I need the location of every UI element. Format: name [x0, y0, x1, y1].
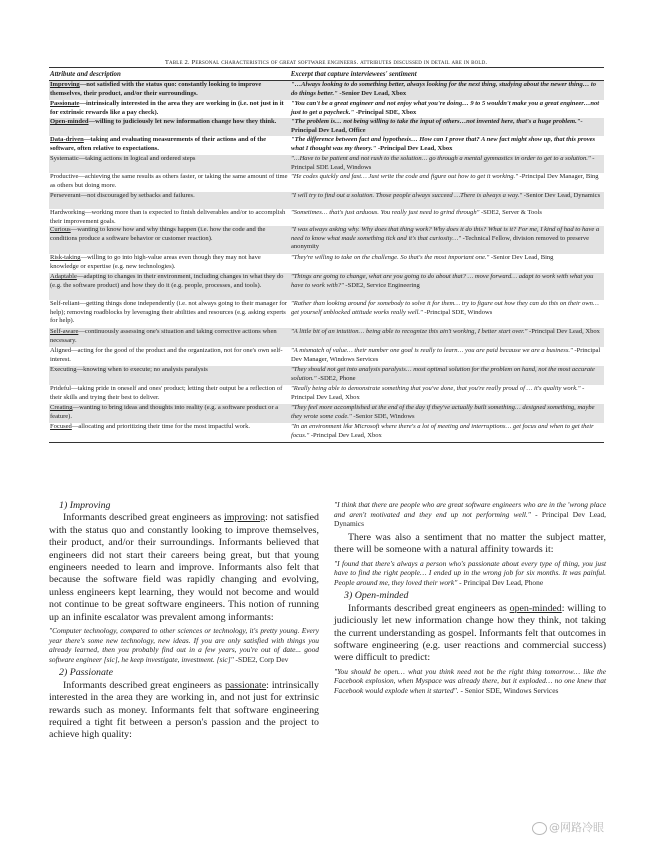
excerpt-cell: [289, 118, 604, 136]
term-passionate: passionate: [224, 679, 267, 691]
quote-open-minded: [334, 667, 606, 696]
excerpt-quote: "A mismatch of value… their number one goal is really to learn… you are paid because we are a business.": [291, 347, 573, 354]
attribute-description: —knowing when to execute; no analysis paralysis: [76, 366, 208, 373]
attribute-cell: [49, 173, 289, 192]
table-row: [49, 155, 604, 173]
excerpt-source: -Principal SDE, Xbox: [354, 108, 417, 116]
section-heading-open-minded: 3) Open-minded: [344, 590, 409, 602]
excerpt-cell: [289, 423, 604, 442]
attribute-description: —acting for the good of the product and the organization, not for one's own self-interest.: [50, 347, 283, 363]
watermark: [532, 819, 604, 835]
table-row: [49, 328, 604, 347]
excerpt-cell: [289, 226, 604, 254]
attribute-cell: [49, 385, 289, 404]
attribute-description: —willing to judiciously let new information change how they think.: [88, 118, 277, 125]
table-body: [49, 81, 604, 442]
attribute-description: —taking and evaluating measurements of their actions and of the software, often relative to expectations.: [50, 136, 266, 152]
attribute-description: —taking pride in oneself and ones' product; letting their output be a reflection of their skills and trying their best to deliver.: [50, 385, 283, 401]
attribute-cell: [49, 192, 289, 209]
section-heading-passionate: 2) Passionate: [59, 667, 114, 679]
attribute-name: Improving: [50, 81, 80, 88]
excerpt-source: -Technical Fellow, division removed to preserve anonymity: [291, 234, 590, 251]
attribute-cell: [49, 100, 289, 118]
term-improving: improving: [223, 512, 266, 524]
paragraph-improving: [49, 512, 319, 624]
excerpt-source: -Principal SDE, Windows: [422, 308, 493, 316]
excerpt-quote: "…Have to be patient and not rush to the solution… go through a mental gymnastics in order to get to a solution.": [291, 155, 591, 162]
table-row: [49, 300, 604, 328]
attribute-name: Focused: [50, 423, 72, 430]
excerpt-source: -Principal Dev Manager, Bing: [517, 173, 599, 180]
right-text-column: [334, 500, 606, 699]
attribute-description: —continuously assessing one's situation and taking corrective actions when necessary.: [50, 328, 277, 344]
attribute-name: Hardworking: [50, 209, 85, 216]
characteristics-table: [49, 67, 604, 443]
excerpt-source: -Senior Dev Lead, Bing: [489, 254, 554, 261]
attribute-name: Productive: [50, 173, 79, 180]
attribute-name: Open-minded: [50, 118, 89, 125]
attribute-cell: [49, 347, 289, 366]
table-row: [49, 100, 604, 118]
quote-affinity: [334, 559, 606, 588]
excerpt-quote: "They're willing to take on the challenge. So that's the most important one.": [291, 254, 490, 261]
excerpt-quote: "He codes quickly and fast… Just write the code and figure out how to get it working.": [291, 173, 518, 180]
attribute-name: Prideful: [50, 385, 72, 392]
excerpt-cell: [289, 81, 604, 100]
excerpt-quote: "I will try to find out a solution. Those people always succeed …There is always a way.": [291, 192, 523, 199]
excerpt-cell: [289, 366, 604, 385]
excerpt-cell: [289, 273, 604, 300]
attribute-cell: [49, 254, 289, 273]
quote-improving: [49, 626, 319, 664]
excerpt-source: -SDE2, Service Engineering: [343, 281, 420, 289]
attribute-description: —getting things done independently (i.e. not always going to their manager for help); removing roadblocks by leveraging their abilities and resources (e.g. asking experts for help).: [50, 300, 287, 325]
excerpt-quote: "The difference between fact and hypothesis… How can I prove that? A new fact might show up, that this proves what I thought was my theory.": [291, 136, 596, 152]
attribute-description: —wanting to bring ideas and thoughts into reality (e.g. a software product or a feature).: [50, 404, 279, 420]
weibo-logo-icon: [532, 822, 547, 835]
excerpt-cell: [289, 155, 604, 173]
attribute-name: Self-aware: [50, 328, 79, 335]
attribute-cell: [49, 423, 289, 442]
excerpt-source: -Principal Dev Lead, Xbox: [527, 328, 600, 335]
attribute-description: —adapting to changes in their environment, including changes in what they do (e.g. the software product) and how they do it (e.g. people, processes, and tools).: [50, 273, 284, 289]
excerpt-quote: "In an environment like Microsoft where there's a lot of meeting and interruptions… get focus and when to get their focus.": [291, 423, 594, 439]
attribute-description: —wanting to know how and why things happen (i.e. how the code and the conditions produce a software behavior or customer reaction).: [50, 226, 266, 242]
table-row: [49, 423, 604, 442]
quote-source: - Principal Dev Lead, Dynamics: [334, 509, 606, 529]
table-row: [49, 273, 604, 300]
excerpt-source: -Senior Dev Lead, Xbox: [337, 89, 407, 97]
excerpt-quote: "I was always asking why. Why does that thing work? Why does it do this? What is it? For me, I kind of had to have a need to know what made something tick and it's that curiosity…": [291, 226, 600, 242]
quote-text: "I think that there are people who are great software engineers who are in the 'wrong place and aren't motivated and they end up not performing well.": [334, 500, 606, 519]
excerpt-source: -SDE2, Server & Tools: [479, 209, 542, 216]
excerpt-cell: [289, 173, 604, 192]
excerpt-quote: "The problem is… not being willing to take the input of others…not invented here, that's a huge problem.": [291, 118, 581, 125]
quote-text: "You should be open… what you think need not be the right thing tomorrow… like the Facebook explosion, when Myspace was already there, but it exploded… no one knew that Facebook would explode when it started".: [334, 666, 606, 695]
excerpt-quote: "Things are going to change, what are you going to do about that? … move forward… adapt to work with what you have to work with?": [291, 273, 594, 289]
table-caption: Table 2. Personal characteristics of great software engineers. attributes discussed in detail are in bold.: [164, 59, 488, 66]
excerpt-source: -Senior SDE, Windows: [351, 412, 415, 420]
attribute-name: Aligned: [50, 347, 72, 354]
attribute-description: —intrinsically interested in the area they are working in (i.e. not just in it for extrinsic rewards like a pay check).: [50, 100, 284, 116]
table-row: [49, 136, 604, 155]
excerpt-quote: "A little bit of an intuition… being able to recognize this ain't working, I better start over.": [291, 328, 528, 335]
text-run: : not satisfied with the status quo and constantly looking to improve themselves, their product, and/or their surroundings. Informants believed that engineers did not start their careers being great, but that young engineers needed to learn and improve. Informants also felt that because the software field was rapidly changing and evolving, unless engineers kept learning, they would not become and would not continue to be great software engineers. This notion of running up an infinite escalator was prevalent among informants:: [49, 512, 319, 623]
table-row: [49, 254, 604, 273]
excerpt-quote: "…Always looking to do something better, always looking for the next thing, studying about the newer thing… to do things better.": [291, 81, 597, 97]
quote-passionate: [334, 500, 606, 529]
excerpt-quote: "Rather than looking around for somebody to solve it for them… try to figure out how they can do this on their own… get yourself unblocked attitude works really well.": [291, 300, 599, 316]
excerpt-cell: [289, 347, 604, 366]
attribute-name: Perseverant: [50, 192, 81, 199]
term-open-minded: open-minded: [509, 602, 562, 614]
attribute-cell: [49, 226, 289, 254]
table-row: [49, 404, 604, 423]
excerpt-source: -SDE2, Phone: [316, 374, 356, 382]
table-row: [49, 385, 604, 404]
attribute-cell: [49, 366, 289, 385]
excerpt-source: -Principal Dev Manager, Windows Services: [291, 347, 601, 363]
attribute-description: —achieving the same results as others faster, or taking the same amount of time as others but doing more.: [50, 173, 288, 189]
table-bottom-rule: [49, 442, 604, 443]
attribute-name: Self-reliant: [50, 300, 80, 307]
text-run: Informants described great engineers as: [348, 602, 510, 614]
attribute-description: —allocating and prioritizing their time for the most impactful work.: [71, 423, 251, 430]
excerpt-source: -Senior Dev Lead, Dynamics: [522, 192, 601, 199]
header-excerpt: Excerpt that capture interviewees' sentiment: [290, 70, 417, 78]
table-row: [49, 366, 604, 385]
table-row: [49, 173, 604, 192]
paragraph-passionate: [49, 680, 319, 742]
quote-source: - Senior SDE, Windows Services: [458, 686, 559, 695]
excerpt-quote: "Sometimes… that's just arduous. You really just need to grind through": [291, 209, 480, 216]
excerpt-source: -Principal Dev Lead, Xbox: [309, 431, 382, 439]
excerpt-cell: [289, 404, 604, 423]
excerpt-source: -Principal Dev Lead, Office: [291, 118, 583, 134]
excerpt-cell: [289, 209, 604, 226]
attribute-cell: [49, 209, 289, 226]
attribute-cell: [49, 273, 289, 300]
excerpt-source: -Principal Dev Lead, Xbox: [291, 385, 585, 401]
attribute-cell: [49, 81, 289, 100]
header-attribute: Attribute and description: [50, 70, 121, 78]
attribute-cell: [49, 300, 289, 328]
paragraph-open-minded: [334, 603, 606, 665]
text-run: Informants described great engineers as: [63, 512, 224, 524]
attribute-name: Adaptable: [50, 273, 77, 280]
excerpt-source: -Principal SDE Lead, Windows: [291, 155, 595, 171]
attribute-name: Curious: [50, 226, 71, 233]
attribute-description: —taking actions in logical and ordered steps: [78, 155, 196, 162]
excerpt-cell: [289, 100, 604, 118]
excerpt-quote: "You can't be a great engineer and not enjoy what you're doing… 9 to 5 wouldn't make you a great engineer…not just to get a paycheck.": [291, 100, 600, 116]
attribute-description: —working more than is expected to finish deliverables and/or to accomplish their improvement goals.: [50, 209, 286, 225]
attribute-name: Executing: [50, 366, 77, 373]
table-row: [49, 81, 604, 100]
attribute-description: —not discouraged by setbacks and failures.: [80, 192, 195, 199]
section-heading-improving: 1) Improving: [59, 500, 111, 511]
attribute-cell: [49, 404, 289, 423]
quote-text: "I found that there's always a person who's passionate about every type of thing, you just have to find the right people… I ended up in the wrong job for six months. It was painful. People around me, they loved their work": [334, 558, 606, 587]
excerpt-cell: [289, 300, 604, 328]
attribute-cell: [49, 118, 289, 136]
quote-source: - Principal Dev Lead, Phone: [457, 577, 544, 587]
attribute-description: —willing to go into high-value areas even though they may not have knowledge or expertise (e.g. new technologies).: [50, 254, 261, 270]
excerpt-source: -Principal Dev Lead, Xbox: [376, 144, 453, 152]
attribute-name: Risk-taking: [50, 254, 81, 261]
quote-source: -SDE2, Corp Dev: [233, 654, 289, 664]
excerpt-cell: [289, 192, 604, 209]
attribute-name: Data-driven: [50, 136, 84, 143]
attribute-cell: [49, 328, 289, 347]
text-run: Informants described great engineers as: [63, 679, 225, 691]
left-text-column: [49, 500, 319, 742]
table-row: [49, 226, 604, 254]
excerpt-quote: "Really being able to demonstrate something that you've done, that you're really proud of … it's quality work.": [291, 385, 581, 392]
quote-text: "Computer technology, compared to other sciences or technology, it's pretty young. Every year there's some new technology, new ideas. If you are only satisfied with things you already learned, then you probably find out in a few years, you're out of date... good software engineer [sic], he keep investigate, investment. [sic]": [49, 626, 319, 664]
watermark-text: @网路冷眼: [549, 821, 604, 834]
excerpt-quote: "They feel more accomplished at the end of the day if they've actually built something… designed something, maybe they wrote some code.": [291, 404, 595, 420]
table-row: [49, 209, 604, 226]
excerpt-cell: [289, 136, 604, 155]
text-run: : willing to judiciously let new information change how they think, not taking the current understanding as gospel. Informants felt that outcomes in software engineering (e.g. user reactions and commercial success) were difficult to predict:: [334, 602, 607, 664]
attribute-name: Creating: [50, 404, 73, 411]
table-row: [49, 118, 604, 136]
table-row: [49, 192, 604, 209]
attribute-cell: [49, 155, 289, 173]
attribute-cell: [49, 136, 289, 155]
excerpt-cell: [289, 385, 604, 404]
excerpt-quote: "They should not get into analysis paralysis… most optimal solution for the problem on hand, not the most accurate solution.": [291, 366, 595, 382]
text-run: : intrinsically interested in the area they are working in, and not just for extrinsic rewards such as money. Informants felt that software engineering required a tight fit between a person's passion and the project to achieve high quality:: [49, 679, 319, 741]
table-row: [49, 347, 604, 366]
excerpt-cell: [289, 328, 604, 347]
paragraph-affinity: There was also a sentiment that no matter the subject matter, there will be someone with a natural affinity towards it:: [334, 531, 606, 556]
attribute-name: Passionate: [50, 100, 80, 107]
table-header: [49, 67, 604, 81]
attribute-name: Systematic: [50, 155, 79, 162]
excerpt-cell: [289, 254, 604, 273]
attribute-description: —not satisfied with the status quo: constantly looking to improve themselves, their product, and/or their surroundings.: [50, 81, 262, 97]
